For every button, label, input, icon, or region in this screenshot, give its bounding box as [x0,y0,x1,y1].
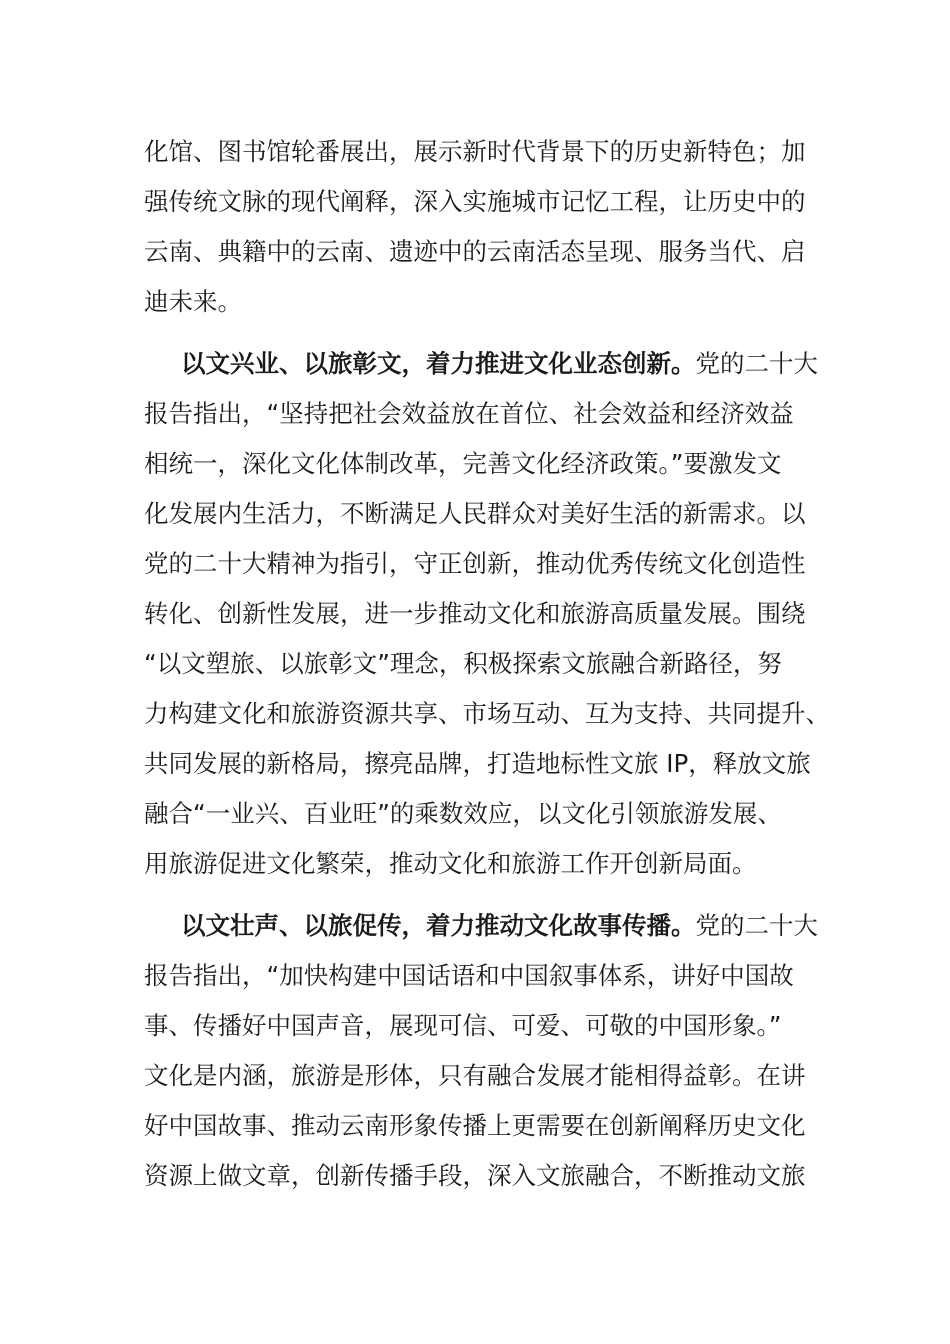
paragraph-lead-heading: 以文壮声、以旅促传，着力推动文化故事传播。 [181,911,696,940]
text-line: 党的二十大精神为指引，守正创新，推动优秀传统文化创造性 [144,549,806,578]
text-line: 资源上做文章，创新传播手段，深入文旅融合，不断推动文旅 [144,1161,806,1190]
text-line: 力构建文化和旅游资源共享、市场互动、互为支持、共同提升、 [144,699,830,728]
text-line: 报告指出，“加快构建中国话语和中国叙事体系，讲好中国故 [144,961,794,990]
text-line: 化馆、图书馆轮番展出，展示新时代背景下的历史新特色；加 [144,137,806,166]
text-line: 相统一，深化文化体制改革，完善文化经济政策。”要激发文 [144,449,782,478]
text-line: 报告指出，“坚持把社会效益放在首位、社会效益和经济效益 [144,399,794,428]
text-line: 好中国故事、推动云南形象传播上更需要在创新阐释历史文化 [144,1111,806,1140]
text-line: 事、传播好中国声音，展现可信、可爱、可敬的中国形象。” [144,1011,782,1040]
text-line: 共同发展的新格局，擦亮品牌，打造地标性文旅 IP，释放文旅 [144,749,811,778]
text-line: “以文塑旅、以旅彰文”理念，积极探索文旅融合新路径，努 [144,649,782,678]
text-line: 强传统文脉的现代阐释，深入实施城市记忆工程，让历史中的 [144,187,806,216]
text-line: 迪未来。 [144,287,242,316]
text-line: 文化是内涵，旅游是形体，只有融合发展才能相得益彰。在讲 [144,1061,806,1090]
text-line: 化发展内生活力，不断满足人民群众对美好生活的新需求。以 [144,499,806,528]
paragraph-continuation [144,127,824,327]
lead-line-rest: 党的二十大 [695,349,818,378]
text-line-first [144,339,824,389]
text-line-first [144,901,824,951]
text-line: 转化、创新性发展，进一步推动文化和旅游高质量发展。围绕 [144,599,806,628]
paragraph-lead-heading: 以文兴业、以旅彰文，着力推进文化业态创新。 [181,349,696,378]
lead-line-rest: 党的二十大 [695,911,818,940]
document-body [144,127,830,1213]
paragraph-communication [144,901,824,1201]
text-line: 云南、典籍中的云南、遗迹中的云南活态呈现、服务当代、启 [144,237,806,266]
text-line: 融合“一业兴、百业旺”的乘数效应，以文化引领旅游发展、 [144,799,782,828]
paragraph-industry [144,339,830,889]
text-line: 用旅游促进文化繁荣，推动文化和旅游工作开创新局面。 [144,849,757,878]
